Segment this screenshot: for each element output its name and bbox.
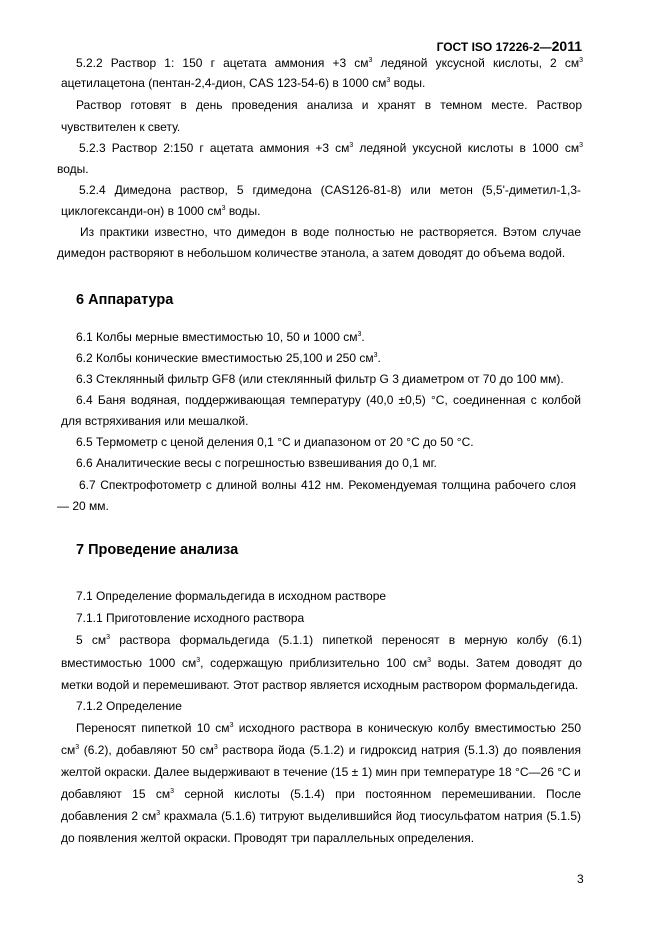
item-7-1-2: 7.1.2 Определение: [76, 699, 182, 713]
item-6-6: 6.6 Аналитические весы с погрешностью взвешивания до 0,1 мг.: [76, 456, 437, 470]
para-determ-line5: добавления 2 $см^3$ крахмала (5.1.6) титруют выделившийся йод тиосульфатом натрия (5.1.5): [61, 809, 581, 823]
line-5-2-4: 5.2.4 Димедона раствор, 5 гдимедона (CAS126-81-8) или метон (5,5'-диметил-1,3-: [79, 183, 581, 197]
line-5-2-2: 5.2.2 Раствор 1: 150 г ацетата аммония +3 $см^3$ ледяной уксусной кислоты, 2 $см^3$: [76, 56, 583, 70]
para-determ-line6: до появления желтой окраски. Проводят три параллельных определения.: [61, 831, 475, 845]
para-determ-line1: Переносят пипеткой 10 $см^3$ исходного раствора в коническую колбу вместимостью 250: [76, 721, 581, 735]
item-7-1-1: 7.1.1 Приготовление исходного раствора: [76, 611, 305, 625]
item-6-4: 6.4 Баня водяная, поддерживающая температуру (40,0 ±0,5) °С, соединенная с колбой: [76, 393, 581, 407]
line-5-2-3: 5.2.3 Раствор 2:150 г ацетата аммония +3 $см^3$ ледяной уксусной кислоты в 1000 $см^3$: [79, 141, 583, 155]
para-determ-line4: добавляют 15 $см^3$ серной кислоты (5.1.4) при постоянном перемешивании. После: [61, 787, 582, 801]
item-6-7: 6.7 Спектрофотометр с длиной волны 412 нм. Рекомендуемая толщина рабочего слоя: [79, 478, 576, 492]
line-5-2-4-cont: циклогександи-он) в 1000 $см^3$ воды.: [61, 204, 261, 218]
line-5-2-3-cont: воды.: [57, 162, 89, 176]
line-prepare-cont: чувствителен к свету.: [61, 120, 181, 134]
line-5-2-2-cont: ацетилацетона (пентан-2,4-дион, CAS 123-54-6) в 1000 $см^3$ воды.: [61, 76, 426, 90]
page-number: 3: [577, 872, 584, 886]
line-prepare: Раствор готовят в день проведения анализа и хранят в темном месте. Раствор: [76, 98, 582, 112]
item-6-3: 6.3 Стеклянный фильтр GF8 (или стеклянный фильтр G 3 диаметром от 70 до 100 мм).: [76, 372, 564, 386]
header-code: ГОСТ ISO 17226-2—: [436, 40, 552, 54]
para-determ-line2: $см^3$ (6.2), добавляют 50 $см^3$ раствора йода (5.1.2) и гидроксид натрия (5.1.3) до появления: [61, 743, 581, 757]
item-6-4-cont: для встряхивания или мешалкой.: [61, 414, 249, 428]
line-practice: Из практики известно, что димедон в воде полностью не растворяется. Вэтом случае: [80, 225, 581, 239]
item-7-1: 7.1 Определение формальдегида в исходном растворе: [76, 589, 387, 603]
item-6-2: 6.2 Колбы конические вместимостью 25,100 и 250 $см^3$.: [76, 351, 381, 365]
section-7-heading: 7 Проведение анализа: [76, 542, 239, 558]
line-practice-cont: димедон растворяют в небольшом количестве этанола, а затем доводят до объема водой.: [57, 246, 566, 260]
para-stock-line3: метки водой и перемешивают. Этот раствор является исходным раствором формальдегида.: [61, 678, 579, 692]
section-6-heading: 6 Аппаратура: [76, 292, 174, 308]
para-stock-line1: 5 $см^3$ раствора формальдегида (5.1.1) пипеткой переносят в мерную колбу (6.1): [76, 633, 582, 647]
standard-header: [437, 38, 582, 54]
item-6-7-cont: — 20 мм.: [57, 499, 109, 513]
item-6-5: 6.5 Термометр с ценой деления 0,1 °С и диапазоном от 20 °С до 50 °С.: [76, 435, 474, 449]
para-determ-line3: желтой окраски. Далее выдерживают в течение (15 ± 1) мин при температуре 18 °С—26 °С и: [61, 765, 581, 779]
item-6-1: 6.1 Колбы мерные вместимостью 10, 50 и 1000 $см^3$.: [76, 330, 365, 344]
header-year: 2011: [551, 38, 582, 54]
para-stock-line2: вместимостью 1000 $см^3$, содержащую приблизительно 100 $см^3$ воды. Затем доводят до: [61, 656, 583, 670]
